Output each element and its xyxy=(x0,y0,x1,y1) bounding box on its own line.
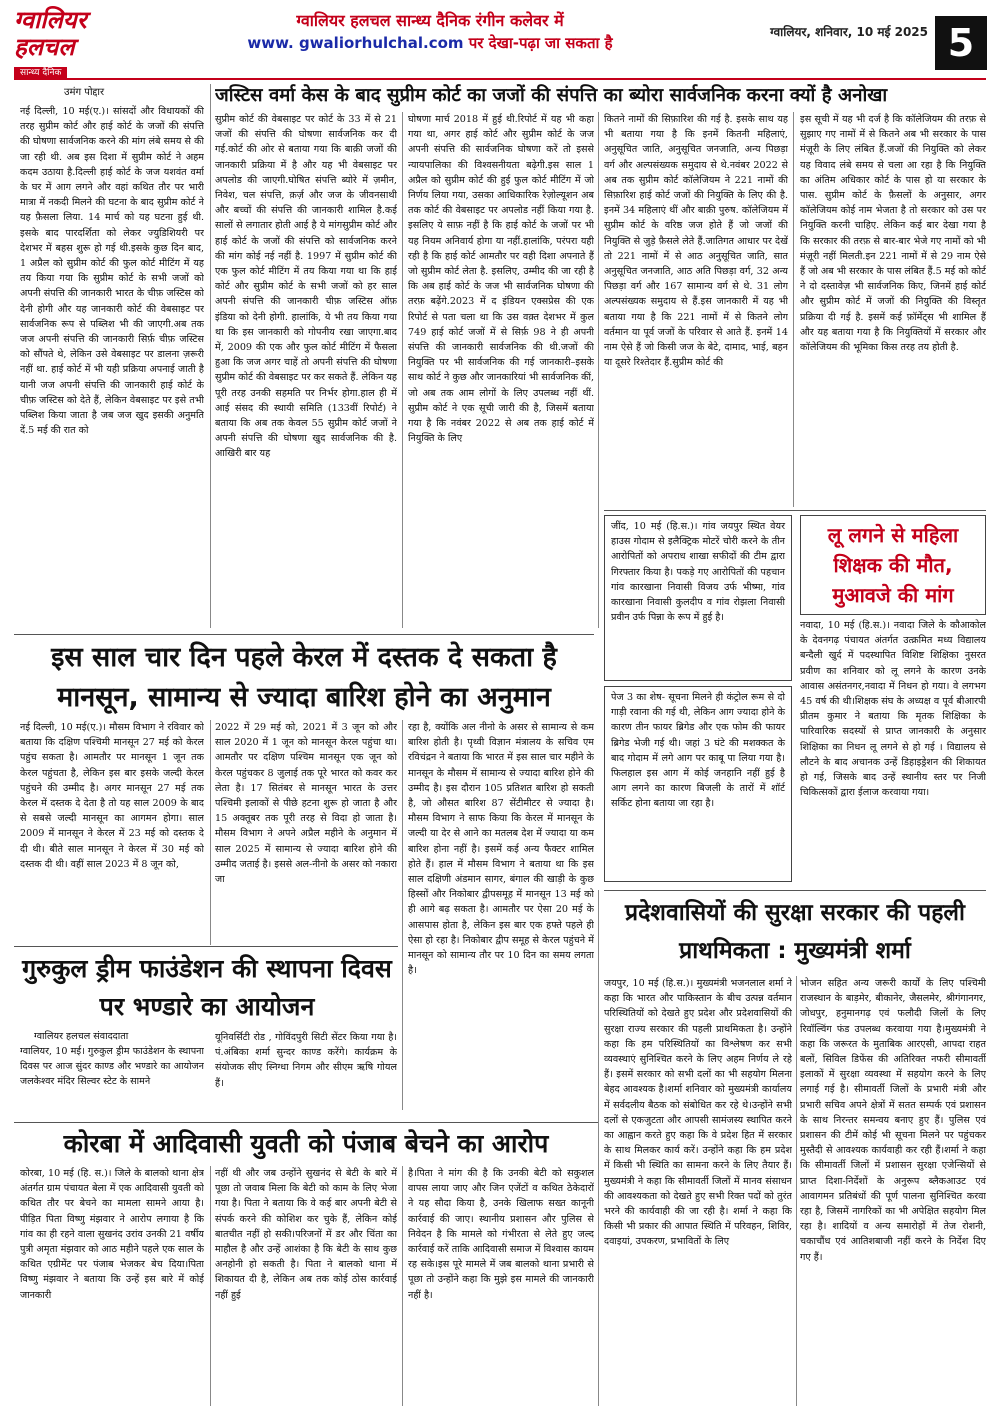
korba-headline: कोरबा में आदिवासी युवती को पंजाब बेचने का आरोप xyxy=(63,1129,549,1158)
cm-col2: भोजन सहित अन्य जरूरी कार्यों के लिए पश्चिमी राजस्थान के बाड़मेर, बीकानेर, जैसलमेर, श्रीगंगानगर, जोधपुर, हनुमानगढ़ एवं फलौदी जिलों के लिए रिवॉल्विंग फंड उपलब्ध करवाया गया है।मुख्यमंत्री ने कहा कि जरूरत के मुताबिक आरएसी, आपदा राहत बलों, सिविल डिफेंस की अतिरिक्त नफरी सीमावर्ती इलाकों में सुरक्षा व्यवस्था में सहयोग करने के लिए लगाई गई है। सीमावर्ती जिलों के प्रभारी मंत्री और प्रभारी सचिव अपने क्षेत्रों में सतत सम्पर्क एवं प्रशासन के साथ निरन्तर समन्वय बनाए हुए हैं। पुलिस एवं प्रशासन की टीमें कोई भी सूचना मिलने पर पहुंचकर मुस्तैदी से आवश्यक कार्यवाही कर रही हैं।शर्मा ने कहा कि सीमावर्ती जिलों में प्रशासन सुरक्षा एजेन्सियों से प्राप्त दिशा-निर्देशों के अनुरूप ब्लैकआउट एवं आवागमन प्रतिबंधों की पूर्ण पालना सुनिश्चित करवा रहा है, जिसमें नागरिकों का भी अपेक्षित सहयोग मिल रहा है। शादियों व अन्य समारोहों में तेज रोशनी, चकाचौंध एवं आतिशबाजी नहीं करने के निर्देश दिए गए हैं। xyxy=(800,978,986,1263)
korba-col3: है।पिता ने मांग की है कि उनकी बेटी को सकुशल वापस लाया जाए और जिन एजेंटों व कथित ठेकेदारों ने यह सौदा किया है, उनके खिलाफ सख्त कानूनी कार्रवाई की जाए। स्थानीय प्रशासन और पुलिस से निवेदन है कि मामले को गंभीरता से लेते हुए जल्द कार्रवाई करें ताकि आदिवासी समाज में विश्वास कायम रह सके।इस पूरे मामले में जब बालको थाना प्रभारी से पूछा तो उन्होंने कहा कि मुझे इस मामले की जानकारी नहीं है। xyxy=(408,1168,594,1301)
promo-banner xyxy=(150,10,710,60)
monsoon-col1: नई दिल्ली, 10 मई(ए.)। मौसम विभाग ने रविवार को बताया कि दक्षिण पश्चिमी मानसून 27 मई को केरल पहुंच सकता है। आमतौर पर मानसून 1 जून तक केरल पहुंचता है, लेकिन इस बार इसके जल्दी केरल पहुंचने की उम्मीद है। अगर मानसून 27 मई तक केरल में दस्तक दे देता है तो यह साल 2009 के बाद से सबसे जल्दी मानसून का आगमन होगा। साल 2009 में मानसून ने केरल में 23 मई को दस्तक दे दी थी। बीते साल मानसून ने केरल में 30 मई को दस्तक दी थी। वहीं साल 2023 में 8 जून को, xyxy=(20,722,204,870)
cm-col1: जयपुर, 10 मई (हि.स.)। मुख्यमंत्री भजनलाल शर्मा ने कहा कि भारत और पाकिस्तान के बीच उत्पन्न वर्तमान परिस्थितियों को देखते हुए प्रदेश और प्रदेशवासियों की सुरक्षा राज्य सरकार की पहली प्राथमिकता है। उन्होंने कहा कि हम परिस्थितियों का विश्लेषण कर सभी व्यवस्थाएं सुनिश्चित करने के लिए अहम निर्णय ले रहे हैं। इसमें सरकार को सभी दलों का भी सहयोग मिलना बेहद आवश्यक है।शर्मा शनिवार को मुख्यमंत्री कार्यालय में सर्वदलीय बैठक को संबोधित कर रहे थे।उन्होंने सभी दलों से एकजुटता और आपसी सामंजस्य स्थापित करने का आह्वान करते हुए कहा कि वे प्रदेश हित में सरकार के साथ मिलकर कार्य करें। उन्होंने कहा कि हम प्रदेश में किसी भी स्थिति का सामना करने के लिए तैयार हैं। मुख्यमंत्री ने कहा कि सीमावर्ती जिलों में मानव संसाधन की आवश्यकता को देखते हुए सभी रिक्त पदों को तुरंत भरने की कार्यवाही की जा रही है। शर्मा ने कहा कि किसी भी प्रकार की आपात स्थिति में परिवहन, शिविर, दवाइयां, उपकरण, प्रभावितों के लिए xyxy=(604,978,792,1248)
logo-line2: हलचल xyxy=(14,33,75,61)
korba-col2: नहीं थी और जब उन्होंने सुखनंद से बेटी के बारे में पूछा तो जवाब मिला कि बेटी को काम के लिए भेजा गया है। पिता ने बताया कि वे कई बार अपनी बेटी से संपर्क करने की कोशिश कर चुके हैं, लेकिन कोई बातचीत नहीं हो सकी।परिजनों में डर और चिंता का माहौल है और उन्हें आशंका है कि बेटी के साथ कुछ अनहोनी हो सकती है। पिता ने बालको थाना में शिकायत दी है, लेकिन अब तक कोई ठोस कार्रवाई नहीं हुई xyxy=(215,1168,397,1301)
gurukul-col1: ग्वालियर, 10 मई। गुरुकुल ड्रीम फाउंडेशन के स्थापना दिवस पर आज सुंदर काण्ड और भण्डारे का आयोजन जलकेश्वर मंदिर सिल्वर स्टेट के सामने xyxy=(20,1046,204,1088)
dateline: ग्वालियर, शनिवार, 10 मई 2025 xyxy=(770,25,928,39)
cm-headline: प्रदेशवासियों की सुरक्षा सरकार की पहली प्राथमिकता : मुख्यमंत्री शर्मा xyxy=(625,900,965,964)
masthead-logo xyxy=(14,6,134,80)
gurukul-col2: यूनिवर्सिटी रोड , गोविंदपुरी सिटी सेंटर किया गया है। पं.अंबिका शर्मा सुन्दर काण्ड करेंगे। कार्यक्रम के संयोजक सीए स्निग्धा निगम और सीएम ऋषि गोयल हैं। xyxy=(215,1032,397,1089)
logo-tagline: सान्ध्य दैनिक xyxy=(14,67,67,79)
story1-col2: सुप्रीम कोर्ट की वेबसाइट पर कोर्ट के 33 में से 21 जजों की संपत्ति की घोषणा सार्वजनिक कर दी गई.कोर्ट की ओर से बताया गया कि बाक़ी जजों की जानकारी प्रक्रिया में है और यह भी वेबसाइट पर अपलोड की जाएगी.घोषित संपत्ति ब्योरे में ज़मीन, निवेश, चल संपत्ति, क़र्ज़ और जज के जीवनसाथी और बच्चों की संपत्ति की जानकारी शामिल है.कई सालों से लगातार होती आई है ये मांगसुप्रीम कोर्ट और हाई कोर्ट के जजों की संपत्ति को सार्वजनिक करने की मांग कोई नई नहीं है. 1997 में सुप्रीम कोर्ट की एक फुल कोर्ट मीटिंग में तय किया गया था कि हाई कोर्ट और सुप्रीम कोर्ट के सभी जजों को हर साल अपनी संपत्ति की जानकारी चीफ़ जस्टिस ऑफ़ इंडिया को देनी होगी. हालांकि, ये भी तय किया गया था कि इस जानकारी को गोपनीय रखा जाएगा.बाद में, 2009 की एक और फुल कोर्ट मीटिंग में फैसला हुआ कि जज अगर चाहें तो अपनी संपत्ति की घोषणा सुप्रीम कोर्ट की वेबसाइट पर कर सकते हैं. लेकिन यह पूरी तरह उनकी सहमति पर निर्भर होगा.हाल ही में आई संसद की स्थायी समिति (133वीं रिपोर्ट) ने बताया कि अब तक केवल 55 सुप्रीम कोर्ट जजों ने अपनी संपत्ति की घोषणा खुद सार्वजनिक की है. आखिरी बार यह xyxy=(215,114,397,460)
korba-col1: कोरबा, 10 मई (हि. स.)। जिले के बालको थाना क्षेत्र अंतर्गत ग्राम पंचायत बेला में एक आदिवासी युवती को कथित तौर पर बेचने का मामला सामने आया है। पीड़ित पिता विष्णु मंझवार ने आरोप लगाया है कि गांव का ही रहने वाला सुखनंद उरांव उनकी 21 वर्षीय पुत्री अमृता मंझवार को आठ महीने पहले एक साल के कथित एग्रीमेंट पर पंजाब भेजकर बेच दिया।पिता विष्णु मंझवार ने बताया कि उन्हें इस बारे में कोई जानकारी xyxy=(20,1168,204,1301)
heat-headline: लू लगने से महिला शिक्षक की मौत, मुआवजे की मांग xyxy=(827,523,959,607)
story1-byline: उमंग पोद्दार xyxy=(64,87,105,98)
promo-url[interactable]: www. gwaliorhulchal.com xyxy=(247,34,464,52)
story1-col5: इस सूची में यह भी दर्ज है कि कॉलेजियम की तरफ़ से सुझाए गए नामों में से कितने अब भी सरकार के पास मंज़ूरी के लिए लंबित हैं.जजों की नियुक्ति को लेकर यह विवाद लंबे समय से चला आ रहा है कि नियुक्ति का अंतिम अधिकार कोर्ट के पास हो या सरकार के पास. सुप्रीम कोर्ट के फ़ैसलों के अनुसार, अगर कॉलेजियम कोई नाम भेजता है तो सरकार को उस पर नियुक्ति करनी चाहिए. लेकिन कई बार देखा गया है कि सरकार की तरफ़ से बार-बार भेजे गए नामों को भी मंज़ूरी नहीं मिलती.इन 221 नामों में से 29 नाम ऐसे हैं जो अब भी सरकार के पास लंबित हैं.5 मई को कोर्ट ने दो दस्तावेज़ भी सार्वजनिक किए, जिनमें हाई कोर्ट और सुप्रीम कोर्ट में जजों की नियुक्ति की विस्तृत प्रक्रिया दी गई है. इसमें कई फ़ॉर्मेट्स भी शामिल हैं और यह बताया गया है कि नियुक्तियों में सरकार और कॉलेजियम की भूमिका किस तरह तय होती है. xyxy=(800,114,986,354)
heat-text: नवादा, 10 मई (हि.स.)। नवादा जिले के कौआकोल के देवनगढ़ पंचायत अंतर्गत उत्क्रमित मध्य विद्यालय बन्दैली खुर्द में पदस्थापित विशिष्ट शिक्षिका नुसरत प्रवीण का शनिवार को लू लगने के कारण उनके आवास असंतनगर,नवादा में निधन हो गया। वे लगभग 45 वर्ष की थी।शिक्षक संघ के अध्यक्ष व पूर्व बीआरपी प्रीतम कुमार ने बताया कि मृतक शिक्षिका के पारिवारिक सदस्यों से प्राप्त जानकारी के अनुसार शिक्षिका का निधन लू लगने से हो गई । विद्यालय से लौटने के बाद अचानक उन्हें डिहाइड्रेशन की शिकायत हो गई, जिसके बाद उन्हें स्थानीय स्तर पर निजी चिकित्सकों द्वारा ईलाज करवाया गया। xyxy=(800,620,986,799)
story1-col4: कितने नामों की सिफ़ारिश की गई है. इसके साथ यह भी बताया गया है कि इनमें कितनी महिलाएं, अनुसूचित जाति, अनुसूचित जनजाति, अन्य पिछड़ा वर्ग और अल्पसंख्यक समुदाय से थे.नवंबर 2022 से अब तक सुप्रीम कोर्ट कॉलेजियम ने 221 नामों की सिफ़ारिश हाई कोर्ट जजों की नियुक्ति के लिए की है. इनमें 34 महिलाएं थीं और बाक़ी पुरुष. कॉलेजियम में सुप्रीम कोर्ट के वरिष्ठ जज होते हैं जो जजों की नियुक्ति से जुड़े फ़ैसले लेते हैं.जातिगत आधार पर देखें तो 221 नामों में से आठ अनुसूचित जाति, सात अनुसूचित जनजाति, आठ अति पिछड़ा वर्ग, 32 अन्य पिछड़ा वर्ग और 167 सामान्य वर्ग से थे. 31 लोग अल्पसंख्यक समुदाय से हैं.इस जानकारी में यह भी बताया गया है कि 221 नामों में से कितने लोग वर्तमान या पूर्व जजों के परिवार से आते हैं. इनमें 14 नाम ऐसे हैं जो किसी जज के बेटे, दामाद, भाई, बहन या दूसरे रिश्तेदार हैं.सुप्रीम कोर्ट की xyxy=(604,114,788,369)
monsoon-headline: इस साल चार दिन पहले केरल में दस्तक दे सकता है मानसून, सामान्य से ज्यादा बारिश होने का अनुमान xyxy=(51,642,557,713)
logo-line1: ग्वालियर xyxy=(14,6,87,34)
promo-line1: ग्वालियर हलचल सान्ध्य दैनिक रंगीन कलेवर में xyxy=(296,11,564,30)
gurukul-headline: गुरुकुल ड्रीम फाउंडेशन की स्थापना दिवस पर भण्डारे का आयोजन xyxy=(22,954,392,1021)
monsoon-col2: 2022 में 29 मई को, 2021 में 3 जून को और साल 2020 में 1 जून को मानसून केरल पहुंचा था। आमतौर पर दक्षिण पश्चिम मानसून एक जून को केरल पहुंचकर 8 जुलाई तक पूरे भारत को कवर कर लेता है। 17 सितंबर से मानसून भारत के उत्तर पश्चिमी इलाकों से पीछे हटना शुरू हो जाता है और 15 अक्तूबर तक पूरी तरह से विदा हो जाता है। मौसम विभाग ने अपने अप्रैल महीने के अनुमान में साल 2025 में सामान्य से ज्यादा बारिश होने की उम्मीद जताई है। इससे अल-नीनो के असर को नकारा जा xyxy=(215,722,397,886)
monsoon-col3: रहा है, क्योंकि अल नीनो के असर से सामान्य से कम बारिश होती है। पृथ्वी विज्ञान मंत्रालय के सचिव एम रविचंद्रन ने बताया कि भारत में इस साल चार महीने के मानसून के मौसम में सामान्य से ज्यादा बारिश होने की उम्मीद है। इस दौरान 105 प्रतिशत बारिश हो सकती है, जो औसत बारिश 87 सेंटीमीटर से ज्यादा है। मौसम विभाग ने साफ किया कि केरल में मानसून के जल्दी या देर से आने का मतलब देश में ज्यादा या कम बारिश होना नहीं है। इसमें कई अन्य फैक्टर शामिल होते हैं। हाल में मौसम विभाग ने बताया था कि इस साल दक्षिणी अंडमान सागर, बंगाल की खाड़ी के कुछ हिस्सों और निकोबार द्वीपसमूह में मानसून 13 मई को ही आगे बढ़ सकता है। आमतौर पर ऐसा 20 मई के आसपास होता है, लेकिन इस बार एक हफ्ते पहले ही ऐसा हो रहा है। निकोबार द्वीप समूह से केरल पहुंचने में मानसून को सामान्य तौर पर 10 दिन का समय लगता है। xyxy=(408,722,594,977)
masthead-rule xyxy=(14,78,986,80)
masthead xyxy=(0,0,1000,82)
story1-col1: नई दिल्ली, 10 मई(ए.)। सांसदों और विधायकों की तरह सुप्रीम कोर्ट और हाई कोर्ट के जजों की संपत्ति की घोषणा सार्वजनिक करने की मांग लंबे समय से की जा रही थी. अब इस दिशा में सुप्रीम कोर्ट ने अहम कदम उठाया है.दिल्ली हाई कोर्ट के जज यशवंत वर्मा के घर में आग लगने और वहां कथित तौर पर भारी मात्रा में नकदी मिलने की घटना के बाद सुप्रीम कोर्ट ने यह फ़ैसला लिया. 14 मार्च को यह घटना हुई थी. इसके बाद पारदर्शिता को लेकर ज्युडिशियरी पर देशभर में बहस शुरू हो गई थी.इसके कुछ दिन बाद, 1 अप्रैल को सुप्रीम कोर्ट की फुल कोर्ट मीटिंग में यह तय किया गया कि सुप्रीम कोर्ट के सभी जजों को अपनी संपत्ति की जानकारी भारत के चीफ़ जस्टिस को देनी होगी और यह जानकारी कोर्ट की वेबसाइट पर सार्वजनिक रूप से पब्लिश भी की जाएगी.अब तक जज अपनी संपत्ति की जानकारी सिर्फ़ चीफ़ जस्टिस को सौंपते थे, लेकिन उसे वेबसाइट पर डालना ज़रूरी नहीं था. हाई कोर्ट में भी यही प्रक्रिया अपनाई जाती है यानी जज अपनी संपत्ति की जानकारी हाई कोर्ट के चीफ़ जस्टिस को देते हैं, लेकिन वेबसाइट पर इसे तभी पब्लिश किया जाता है जब जज खुद इसकी अनुमति दें.5 मई की रात को xyxy=(20,106,204,437)
gurukul-byline: ग्वालियर हलचल संवाददाता xyxy=(34,1031,129,1042)
promo-line2: पर देखा-पढ़ा जा सकता है xyxy=(468,34,613,52)
story1-col3: घोषणा मार्च 2018 में हुई थी.रिपोर्ट में यह भी कहा गया था, अगर हाई कोर्ट और सुप्रीम कोर्ट के जज अपनी संपत्ति की सार्वजनिक घोषणा करें तो इससे न्यायपालिका की विश्वसनीयता बढ़ेगी.इस साल 1 अप्रैल को सुप्रीम कोर्ट की हुई फुल कोर्ट मीटिंग में जो निर्णय लिया गया, उसका आधिकारिक रेज़ोल्यूशन अब तक कोर्ट की वेबसाइट पर अपलोड नहीं किया गया है. इसलिए ये साफ़ नहीं है कि हाई कोर्ट के जजों पर भी यह नियम अनिवार्य होगा या नहीं.हालांकि, परंपरा यही रही है कि हाई कोर्ट आमतौर पर वही दिशा अपनाते हैं जो सुप्रीम कोर्ट लेता है. इसलिए, उम्मीद की जा रही है कि अब हाई कोर्ट के जज भी सार्वजनिक घोषणा की तरफ़ बढ़ेंगे.2023 में द इंडियन एक्सप्रेस की एक रिपोर्ट से पता चला था कि उस वक़्त देशभर में कुल 749 हाई कोर्ट जजों में से सिर्फ़ 98 ने ही अपनी संपत्ति की जानकारी सार्वजनिक की थी.जजों की नियुक्ति पर भी सार्वजनिक की गई जानकारी–इसके साथ कोर्ट ने कुछ और जानकारियां भी सार्वजनिक कीं, जो अब तक आम लोगों के लिए उपलब्ध नहीं थीं. सुप्रीम कोर्ट ने एक सूची जारी की है, जिसमें बताया गया है कि नवंबर 2022 से अब तक हाई कोर्ट में नियुक्ति के लिए xyxy=(408,114,594,445)
page-number: 5 xyxy=(935,16,987,70)
story1-headline: जस्टिस वर्मा केस के बाद सुप्रीम कोर्ट का जजों की संपत्ति का ब्योरा सार्वजनिक करना क्यों है अनोखा xyxy=(215,85,888,106)
brief-jind: जींद, 10 मई (हि.स.)। गांव जयपुर स्थित वेयर हाउस गोदाम से इलैक्ट्रिक मोटरें चोरी करने के तीन आरोपितों को अपराध शाखा सफीदों की टीम द्वारा गिरफ्तार किया है। पकड़े गए आरोपितों की पहचान गांव कारखाना निवासी विजय उर्फ भीष्मा, गांव कारखाना निवासी कुलदीप व गांव रोझला निवासी प्रवीन उर्फ पिन्ना के रूप में हुई है। xyxy=(604,515,792,681)
brief-fire: पेज 3 का शेष- सूचना मिलने ही कंट्रोल रूम से दो गाड़ी रवाना की गई थी, लेकिन आग ज्यादा होने के कारण तीन फायर ब्रिगेड और एक फोम की फायर ब्रिगेड भेजी गई थी। जहां 3 घंटे की मशक्कत के बाद गोदाम में लगे आग पर काबू पा लिया गया है। फिलहाल इस आग में कोई जनहानि नहीं हुई है आग लगने का कारण बिजली के तारों में शॉर्ट सर्किट होना बताया जा रहा है। xyxy=(604,686,792,882)
